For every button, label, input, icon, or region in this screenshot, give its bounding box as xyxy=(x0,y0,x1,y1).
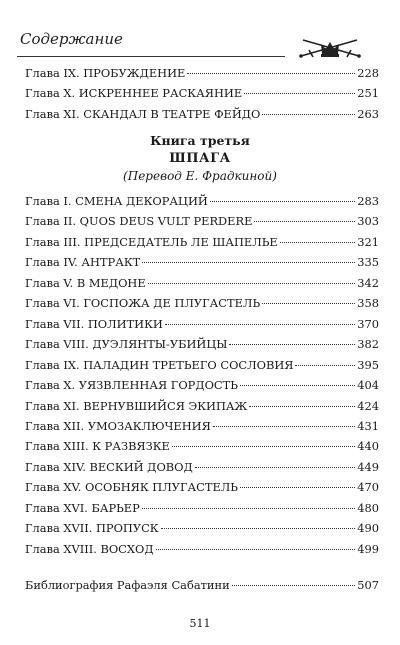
book-label: Книга третья xyxy=(150,133,250,148)
toc-entry-page: 342 xyxy=(357,275,379,290)
toc-entry-page: 449 xyxy=(357,459,379,474)
toc-entry-title: Глава IX. ПРОБУЖДЕНИЕ xyxy=(25,66,186,80)
toc-entry-page: 228 xyxy=(357,66,379,80)
page-header xyxy=(17,22,383,62)
toc-entry[interactable] xyxy=(25,273,379,293)
header-rule xyxy=(17,56,285,57)
toc-entry[interactable] xyxy=(25,396,379,416)
toc-entry-page: 490 xyxy=(357,521,379,536)
toc-entry[interactable] xyxy=(25,334,379,354)
toc-entry-page: 358 xyxy=(357,296,379,311)
toc-entry-page: 395 xyxy=(357,357,379,372)
crossed-swords-crown-icon xyxy=(297,34,363,60)
toc-entry-title: Глава XVI. БАРЬЕР xyxy=(25,500,140,515)
toc-leader-dots xyxy=(156,547,356,550)
toc-entry-title: Глава XIII. К РАЗВЯЗКЕ xyxy=(25,439,170,454)
toc-entry-title: Глава I. СМЕНА ДЕКОРАЦИЙ xyxy=(25,194,208,208)
toc-leader-dots xyxy=(187,71,355,74)
toc-leader-dots xyxy=(254,219,355,222)
toc-leader-dots xyxy=(262,112,355,115)
toc-leader-dots xyxy=(229,342,355,345)
toc-entry-title: Глава X. ИСКРЕННЕЕ РАСКАЯНИЕ xyxy=(25,86,243,101)
toc-leader-dots xyxy=(142,260,355,263)
toc-entry-page: 470 xyxy=(357,480,379,495)
toc-entry-page: 382 xyxy=(357,337,379,352)
toc-entry-title: Глава IV. АНТРАКТ xyxy=(25,255,141,270)
toc-entry-title: Глава XIV. ВЕСКИЙ ДОВОД xyxy=(25,459,193,474)
toc-entry-page: 431 xyxy=(357,418,379,433)
toc-entry-title: Глава III. ПРЕДСЕДАТЕЛЬ ЛЕ ШАПЕЛЬЕ xyxy=(25,234,278,249)
toc-leader-dots xyxy=(249,404,355,407)
toc-entry-title: Глава V. В МЕДОНЕ xyxy=(25,275,146,290)
toc-entry-page: 440 xyxy=(357,439,379,454)
toc-leader-dots xyxy=(213,424,355,427)
toc-entry-title: Глава IX. ПАЛАДИН ТРЕТЬЕГО СОСЛОВИЯ xyxy=(25,357,294,372)
toc-entry-title: Библиография Рафаэля Сабатини xyxy=(25,578,230,592)
toc-entry-page: 424 xyxy=(357,398,379,413)
toc-entry-bibliography[interactable] xyxy=(25,575,379,595)
toc-entry-title: Глава VI. ГОСПОЖА ДЕ ПЛУГАСТЕЛЬ xyxy=(25,296,261,311)
toc-entry-title: Глава XVIII. ВОСХОД xyxy=(25,541,154,556)
toc-entry[interactable] xyxy=(25,539,379,559)
toc-entry-title: Глава XI. СКАНДАЛ В ТЕАТРЕ ФЕЙДО xyxy=(25,106,261,121)
toc-leader-dots xyxy=(195,465,356,468)
toc-entry-title: Глава VIII. ДУЭЛЯНТЫ-УБИЙЦЫ xyxy=(25,337,228,352)
toc-entry-page: 335 xyxy=(357,255,379,270)
toc-entry-page: 283 xyxy=(357,194,379,208)
toc-entry[interactable] xyxy=(25,252,379,272)
toc-entry-title: Глава XVII. ПРОПУСК xyxy=(25,521,159,536)
toc-entry[interactable] xyxy=(25,314,379,334)
toc-leader-dots xyxy=(172,444,355,447)
book-translator: (Перевод Е. Фрадкиной) xyxy=(123,169,277,183)
toc-entry-page: 480 xyxy=(357,500,379,515)
toc-entry-page: 251 xyxy=(357,86,379,101)
toc-entry-title: Глава XII. УМОЗАКЛЮЧЕНИЯ xyxy=(25,418,211,433)
toc-entry[interactable] xyxy=(25,211,379,231)
toc-entry[interactable] xyxy=(25,232,379,252)
header-title: Содержание xyxy=(20,30,123,48)
toc-leader-dots xyxy=(240,485,355,488)
toc-leader-dots xyxy=(240,383,355,386)
toc-leader-dots xyxy=(165,322,355,325)
toc-entry[interactable] xyxy=(25,436,379,456)
toc-entry-title: Глава II. QUOS DEUS VULT PERDERE xyxy=(25,214,253,229)
toc-entry-page: 370 xyxy=(357,316,379,331)
book-title: ШПАГА xyxy=(169,151,231,166)
toc-leader-dots xyxy=(161,526,356,529)
toc-leader-dots xyxy=(244,91,355,94)
toc-entry-page: 499 xyxy=(357,541,379,556)
toc-entry[interactable] xyxy=(25,355,379,375)
toc-leader-dots xyxy=(232,583,356,586)
toc-leader-dots xyxy=(280,240,356,243)
toc-entry-page: 321 xyxy=(357,234,379,249)
toc-entry[interactable] xyxy=(25,416,379,436)
toc-entry[interactable] xyxy=(25,63,379,83)
toc-entry[interactable] xyxy=(25,498,379,518)
toc-leader-dots xyxy=(295,363,355,366)
toc-entry-title: Глава X. УЯЗВЛЕННАЯ ГОРДОСТЬ xyxy=(25,378,238,393)
toc-entry-page: 507 xyxy=(357,578,379,592)
toc-leader-dots xyxy=(210,199,355,202)
toc-entry-page: 303 xyxy=(357,214,379,229)
toc-leader-dots xyxy=(142,506,355,509)
toc-entry[interactable] xyxy=(25,104,379,124)
toc-entry[interactable] xyxy=(25,293,379,313)
toc-entry-title: Глава XI. ВЕРНУВШИЙСЯ ЭКИПАЖ xyxy=(25,398,248,413)
toc-entry[interactable] xyxy=(25,477,379,497)
toc-entry[interactable] xyxy=(25,83,379,103)
toc-entry[interactable] xyxy=(25,375,379,395)
page-number: 511 xyxy=(189,617,211,630)
toc-entry-page: 263 xyxy=(357,106,379,121)
toc-leader-dots xyxy=(148,281,356,284)
toc-leader-dots xyxy=(262,301,355,304)
toc-entry-page: 404 xyxy=(357,378,379,393)
toc-entry-title: Глава VII. ПОЛИТИКИ xyxy=(25,316,163,331)
toc-entry[interactable] xyxy=(25,191,379,211)
toc-entry[interactable] xyxy=(25,457,379,477)
toc-entry-title: Глава XV. ОСОБНЯК ПЛУГАСТЕЛЬ xyxy=(25,480,238,495)
toc-entry[interactable] xyxy=(25,518,379,538)
